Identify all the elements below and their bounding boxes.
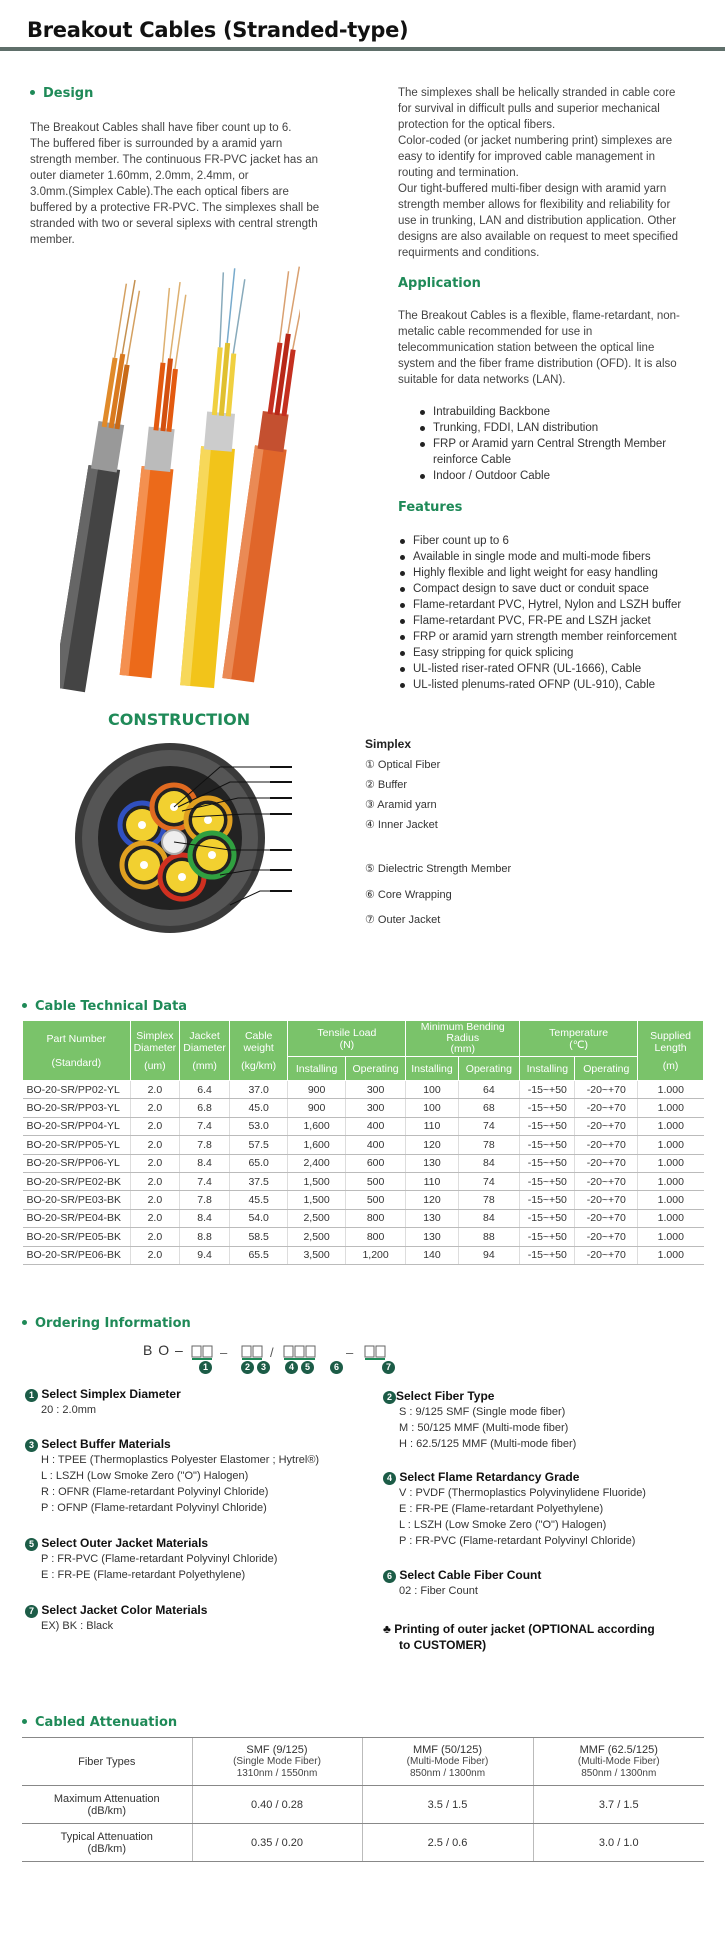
intro-line: easy to identify for improved cable management in	[398, 151, 655, 163]
table-row	[23, 1209, 704, 1227]
table-cell: 120	[406, 1136, 458, 1154]
table-row	[23, 1172, 704, 1190]
table-cell: -15~+50	[520, 1172, 575, 1190]
select-group-4	[383, 1470, 713, 1549]
table-cell: 1.000	[638, 1136, 704, 1154]
page-title: Breakout Cables (Stranded-type)	[27, 18, 409, 42]
ordering-heading-text: Ordering Information	[35, 1316, 191, 1331]
attn-row-label: Typical Attenuation (dB/km)	[22, 1824, 192, 1862]
table-cell: -15~+50	[520, 1117, 575, 1135]
table-cell: 120	[406, 1191, 458, 1209]
table-cell: 1.000	[638, 1209, 704, 1227]
table-cell: 1,500	[288, 1191, 345, 1209]
col-header-part: Part Number (Standard)	[23, 1021, 131, 1081]
table-cell: 1.000	[638, 1099, 704, 1117]
design-line: outer diameter 1.60mm, 2.0mm, 2.4mm, or	[30, 170, 249, 182]
list-item: Flame-retardant PVC, Hytrel, Nylon and LSZH buffer	[398, 597, 703, 613]
table-cell: 88	[458, 1228, 520, 1246]
select-title: Select Flame Retardancy Grade	[399, 1470, 580, 1484]
list-item: Flame-retardant PVC, FR-PE and LSZH jacket	[398, 613, 703, 629]
table-cell: -15~+50	[520, 1228, 575, 1246]
table-cell: 58.5	[229, 1228, 287, 1246]
subheader-operating: Operating	[575, 1057, 638, 1081]
number-icon: 6	[383, 1570, 396, 1583]
number-icon: 2	[383, 1391, 396, 1404]
table-row	[23, 1081, 704, 1099]
table-cell: 7.4	[180, 1172, 230, 1190]
table-cell: 3,500	[288, 1246, 345, 1264]
list-item: Highly flexible and light weight for easy handling	[398, 565, 703, 581]
table-cell: BO-20-SR/PP06-YL	[23, 1154, 131, 1172]
select-option: 20 : 2.0mm	[41, 1404, 97, 1416]
table-cell: 2.0	[130, 1081, 180, 1099]
title-rule	[0, 47, 725, 51]
table-cell: BO-20-SR/PE05-BK	[23, 1228, 131, 1246]
code-num-4	[285, 1361, 298, 1374]
select-group-7	[25, 1603, 365, 1634]
list-item: FRP or aramid yarn strength member reinforcement	[398, 629, 703, 645]
tech-table-body	[23, 1081, 704, 1265]
table-cell: 78	[458, 1191, 520, 1209]
table-cell: 2,500	[288, 1228, 345, 1246]
table-cell: 1,600	[288, 1136, 345, 1154]
attenuation-table	[22, 1737, 704, 1862]
number-7-icon: 7	[382, 1361, 395, 1374]
table-cell: BO-20-SR/PE02-BK	[23, 1172, 131, 1190]
table-cell: -20~+70	[575, 1246, 638, 1264]
select-option: P : FR-PVC (Flame-retardant Polyvinyl Chloride)	[399, 1535, 636, 1547]
design-line: member.	[30, 234, 75, 246]
table-cell: -15~+50	[520, 1154, 575, 1172]
label-outer-jacket: ⑦ Outer Jacket	[365, 914, 441, 926]
application-heading: Application	[398, 276, 481, 291]
table-cell: -20~+70	[575, 1099, 638, 1117]
application-line: telecommunication station between the optical line	[398, 342, 655, 354]
table-cell: 37.0	[229, 1081, 287, 1099]
table-cell: 7.8	[180, 1136, 230, 1154]
bullet-icon	[22, 1719, 27, 1724]
table-cell: 74	[458, 1172, 520, 1190]
club-icon: ♣	[383, 1622, 391, 1636]
number-2-icon: 2	[241, 1361, 254, 1374]
code-num-2	[241, 1361, 254, 1374]
table-cell: -20~+70	[575, 1209, 638, 1227]
list-item: Indoor / Outdoor Cable	[418, 468, 708, 484]
label-core-wrapping: ⑥ Core Wrapping	[365, 889, 452, 901]
subheader-installing: Installing	[288, 1057, 345, 1081]
design-line: The buffered fiber is surrounded by a aramid yarn	[30, 138, 283, 150]
intro-line: Color-coded (or jacket numbering print) simplexes are	[398, 135, 673, 147]
table-cell: 8.8	[180, 1228, 230, 1246]
table-cell: BO-20-SR/PP02-YL	[23, 1081, 131, 1099]
table-cell: BO-20-SR/PP04-YL	[23, 1117, 131, 1135]
attn-col-mmf625	[533, 1738, 704, 1786]
intro-line: routing and termination.	[398, 167, 519, 179]
table-cell: 53.0	[229, 1117, 287, 1135]
select-option: H : 62.5/125 MMF (Multi-mode fiber)	[399, 1438, 577, 1450]
intro-line: for survival in difficult pulls and superior mechanical	[398, 103, 660, 115]
table-cell: 300	[345, 1081, 406, 1099]
table-cell: 110	[406, 1117, 458, 1135]
table-cell: 45.5	[229, 1191, 287, 1209]
attn-value: 0.35 / 0.20	[192, 1824, 362, 1862]
table-cell: 140	[406, 1246, 458, 1264]
table-cell: 65.0	[229, 1154, 287, 1172]
table-cell: 1.000	[638, 1228, 704, 1246]
table-cell: 1.000	[638, 1172, 704, 1190]
application-line: system and the fiber frame distribution (OFD). It is also	[398, 358, 677, 370]
table-row	[22, 1786, 704, 1824]
number-1-icon: 1	[199, 1361, 212, 1374]
intro-line: The simplexes shall be helically stranded in cable core	[398, 87, 676, 99]
table-cell: -20~+70	[575, 1154, 638, 1172]
design-heading	[30, 86, 93, 101]
fiber-types-header: Fiber Types	[22, 1738, 192, 1786]
select-option: S : 9/125 SMF (Single mode fiber)	[399, 1406, 566, 1418]
table-cell: 1,600	[288, 1117, 345, 1135]
table-cell: 2.0	[130, 1099, 180, 1117]
attn-col-title: MMF (50/125)	[412, 1743, 483, 1756]
table-cell: 400	[345, 1136, 406, 1154]
list-item: Intrabuilding Backbone	[418, 404, 708, 420]
table-cell: 64	[458, 1081, 520, 1099]
table-row	[23, 1136, 704, 1154]
table-cell: 100	[406, 1081, 458, 1099]
table-cell: 2,400	[288, 1154, 345, 1172]
attn-row-label: Maximum Attenuation (dB/km)	[22, 1786, 192, 1824]
table-cell: 2.0	[130, 1191, 180, 1209]
table-cell: -20~+70	[575, 1172, 638, 1190]
table-cell: 1,200	[345, 1246, 406, 1264]
code-num-5	[301, 1361, 314, 1374]
table-cell: 110	[406, 1172, 458, 1190]
attn-col-sub: (Single Mode Fiber)	[233, 1755, 321, 1767]
printing-note	[383, 1621, 713, 1653]
features-heading: Features	[398, 500, 463, 515]
select-group-3	[25, 1437, 365, 1516]
table-cell: 1.000	[638, 1117, 704, 1135]
table-cell: 1.000	[638, 1081, 704, 1099]
bullet-icon	[30, 90, 35, 95]
table-cell: 65.5	[229, 1246, 287, 1264]
select-option: EX) BK : Black	[41, 1620, 114, 1632]
col-header-weight: Cable weight (kg/km)	[229, 1021, 287, 1081]
design-line: stranded with two or several siplexs with central strength	[30, 218, 318, 230]
table-cell: 500	[345, 1172, 406, 1190]
application-text	[398, 308, 708, 388]
select-group-1	[25, 1387, 365, 1418]
table-cell: 2.0	[130, 1172, 180, 1190]
select-option: L : LSZH (Low Smoke Zero ("O") Halogen)	[41, 1470, 249, 1482]
table-row	[22, 1824, 704, 1862]
table-cell: 1.000	[638, 1191, 704, 1209]
cables-illustration	[60, 262, 300, 702]
number-icon: 3	[25, 1439, 38, 1452]
select-group-2	[383, 1389, 713, 1452]
table-row	[23, 1228, 704, 1246]
list-item: UL-listed plenums-rated OFNP (UL-910), Cable	[398, 677, 703, 693]
design-text	[30, 120, 340, 248]
attn-value: 3.0 / 1.0	[533, 1824, 704, 1862]
table-cell: BO-20-SR/PE03-BK	[23, 1191, 131, 1209]
table-cell: BO-20-SR/PP05-YL	[23, 1136, 131, 1154]
table-cell: 7.8	[180, 1191, 230, 1209]
attn-value: 3.7 / 1.5	[533, 1786, 704, 1824]
table-cell: 2.0	[130, 1136, 180, 1154]
bullet-icon	[22, 1320, 27, 1325]
select-group-5	[25, 1536, 365, 1583]
table-cell: BO-20-SR/PE04-BK	[23, 1209, 131, 1227]
tech-heading	[22, 999, 187, 1014]
table-cell: 600	[345, 1154, 406, 1172]
table-cell: 9.4	[180, 1246, 230, 1264]
table-cell: 100	[406, 1099, 458, 1117]
table-row	[23, 1099, 704, 1117]
list-item: FRP or Aramid yarn Central Strength Member reinforce Cable	[418, 436, 708, 468]
attn-value: 0.40 / 0.28	[192, 1786, 362, 1824]
table-cell: -15~+50	[520, 1136, 575, 1154]
number-icon: 1	[25, 1389, 38, 1402]
attenuation-heading	[22, 1715, 177, 1730]
col-header-jacket: Jacket Diameter (mm)	[180, 1021, 230, 1081]
label-buffer: ② Buffer	[365, 779, 408, 791]
label-dielectric-strength-member: ⑤ Dielectric Strength Member	[365, 863, 512, 875]
table-cell: -20~+70	[575, 1191, 638, 1209]
number-icon: 5	[25, 1538, 38, 1551]
printing-note-line1: Printing of outer jacket (OPTIONAL according	[394, 1622, 655, 1636]
table-cell: 94	[458, 1246, 520, 1264]
number-4-icon: 4	[285, 1361, 298, 1374]
label-inner-jacket: ④ Inner Jacket	[365, 819, 438, 831]
table-cell: 37.5	[229, 1172, 287, 1190]
select-title: Select Jacket Color Materials	[41, 1603, 208, 1617]
table-row	[23, 1154, 704, 1172]
col-header-tensile: Tensile Load (N)	[288, 1021, 406, 1057]
design-line: strength member. The continuous FR-PVC jacket has an	[30, 154, 319, 166]
design-line: buffered by a protective FR-PVC. The simplexes shall be	[30, 202, 320, 214]
design-heading-text: Design	[43, 86, 94, 101]
table-cell: 2.0	[130, 1209, 180, 1227]
application-line: suitable for data networks (LAN).	[398, 374, 566, 386]
table-cell: 1.000	[638, 1154, 704, 1172]
table-cell: 1.000	[638, 1246, 704, 1264]
intro-line: designs are also available on request to meet specified	[398, 231, 679, 243]
table-cell: -15~+50	[520, 1246, 575, 1264]
select-title: Select Cable Fiber Count	[399, 1568, 542, 1582]
list-item: Compact design to save duct or conduit space	[398, 581, 703, 597]
table-cell: 800	[345, 1228, 406, 1246]
cable-red	[222, 264, 300, 682]
number-5-icon: 5	[301, 1361, 314, 1374]
select-option: E : FR-PE (Flame-retardant Polyethylene)	[41, 1569, 246, 1581]
attn-col-sub: (Multi-Mode Fiber)	[577, 1755, 660, 1767]
attn-col-mmf50	[362, 1738, 533, 1786]
table-cell: -20~+70	[575, 1081, 638, 1099]
ordering-heading	[22, 1316, 191, 1331]
intro-line: protection for the optical fibers.	[398, 119, 556, 131]
table-cell: -15~+50	[520, 1209, 575, 1227]
table-cell: 130	[406, 1154, 458, 1172]
list-item: UL-listed riser-rated OFNR (UL-1666), Cable	[398, 661, 703, 677]
features-list	[398, 533, 703, 693]
table-cell: 130	[406, 1228, 458, 1246]
table-cell: 900	[288, 1099, 345, 1117]
tech-data-table	[22, 1020, 704, 1265]
attn-col-sub: (Multi-Mode Fiber)	[406, 1755, 489, 1767]
select-option: L : LSZH (Low Smoke Zero ("O") Halogen)	[399, 1519, 607, 1531]
application-list	[418, 404, 708, 484]
list-item: Fiber count up to 6	[398, 533, 703, 549]
construction-heading: CONSTRUCTION	[108, 710, 251, 729]
printing-note-line2: to CUSTOMER)	[399, 1638, 487, 1652]
table-cell: 68	[458, 1099, 520, 1117]
table-cell: 2.0	[130, 1117, 180, 1135]
table-cell: 6.8	[180, 1099, 230, 1117]
select-option: V : PVDF (Thermoplastics Polyvinylidene Fluoride)	[399, 1487, 646, 1499]
list-item: Easy stripping for quick splicing	[398, 645, 703, 661]
number-icon: 7	[25, 1605, 38, 1618]
table-row	[23, 1117, 704, 1135]
intro-line: Our tight-buffered multi-fiber design with aramid yarn	[398, 183, 667, 195]
table-cell: 2.0	[130, 1246, 180, 1264]
table-cell: 800	[345, 1209, 406, 1227]
attn-col-title: SMF (9/125)	[246, 1743, 308, 1756]
cross-section-diagram	[70, 735, 370, 955]
application-line: The Breakout Cables is a flexible, flame-retardant, non-	[398, 310, 680, 322]
table-cell: 2,500	[288, 1209, 345, 1227]
subheader-operating: Operating	[458, 1057, 520, 1081]
tech-heading-text: Cable Technical Data	[35, 999, 188, 1014]
select-option: M : 50/125 MMF (Multi-mode fiber)	[399, 1422, 569, 1434]
select-title: Select Fiber Type	[396, 1389, 495, 1403]
select-title: Select Outer Jacket Materials	[41, 1536, 209, 1550]
table-cell: -20~+70	[575, 1136, 638, 1154]
select-option: P : FR-PVC (Flame-retardant Polyvinyl Chloride)	[41, 1553, 278, 1565]
subheader-installing: Installing	[520, 1057, 575, 1081]
subheader-operating: Operating	[345, 1057, 406, 1081]
table-cell: -20~+70	[575, 1117, 638, 1135]
select-option: P : OFNP (Flame-retardant Polyvinyl Chloride)	[41, 1502, 267, 1514]
attn-col-title: MMF (62.5/125)	[579, 1743, 658, 1756]
table-cell: 2.0	[130, 1228, 180, 1246]
design-line: The Breakout Cables shall have fiber count up to 6.	[30, 122, 292, 134]
table-cell: 500	[345, 1191, 406, 1209]
col-header-bend: Minimum Bending Radius (mm)	[406, 1021, 520, 1057]
table-cell: 84	[458, 1154, 520, 1172]
attn-value: 2.5 / 0.6	[362, 1824, 533, 1862]
attn-col-wavelength: 1310nm / 1550nm	[236, 1767, 318, 1779]
code-num-1	[199, 1361, 212, 1374]
order-code-prefix: B O –	[143, 1342, 184, 1358]
table-cell: -15~+50	[520, 1081, 575, 1099]
table-cell: -15~+50	[520, 1191, 575, 1209]
table-cell: -20~+70	[575, 1228, 638, 1246]
label-optical-fiber: ① Optical Fiber	[365, 759, 441, 771]
table-cell: -15~+50	[520, 1099, 575, 1117]
table-cell: 57.5	[229, 1136, 287, 1154]
attenuation-heading-text: Cabled Attenuation	[35, 1715, 178, 1730]
table-cell: 78	[458, 1136, 520, 1154]
table-cell: 8.4	[180, 1209, 230, 1227]
table-cell: 900	[288, 1081, 345, 1099]
table-cell: BO-20-SR/PP03-YL	[23, 1099, 131, 1117]
right-intro-text	[398, 85, 708, 261]
list-item: Trunking, FDDI, LAN distribution	[418, 420, 708, 436]
intro-line: use in trunking, LAN and distribution application. Other	[398, 215, 677, 227]
number-icon: 4	[383, 1472, 396, 1485]
number-3-icon: 3	[257, 1361, 270, 1374]
attn-col-wavelength: 850nm / 1300nm	[409, 1767, 486, 1779]
code-num-7	[382, 1361, 395, 1374]
svg-text:–: –	[346, 1345, 354, 1360]
select-group-6	[383, 1568, 713, 1599]
bullet-icon	[22, 1003, 27, 1008]
application-line: metalic cable recommended for use in	[398, 326, 593, 338]
table-row	[23, 1246, 704, 1264]
select-option: H : TPEE (Thermoplastics Polyester Elastomer ; Hytrel®)	[41, 1454, 320, 1466]
select-option: E : FR-PE (Flame-retardant Polyethylene)	[399, 1503, 604, 1515]
table-cell: 8.4	[180, 1154, 230, 1172]
simplex-heading: Simplex	[365, 737, 412, 751]
col-header-supplied: Supplied Length (m)	[638, 1021, 704, 1081]
table-cell: 45.0	[229, 1099, 287, 1117]
table-cell: 84	[458, 1209, 520, 1227]
table-cell: 6.4	[180, 1081, 230, 1099]
attn-col-wavelength: 850nm / 1300nm	[581, 1767, 657, 1779]
select-option: 02 : Fiber Count	[399, 1585, 478, 1597]
label-aramid-yarn: ③ Aramid yarn	[365, 799, 437, 811]
table-cell: 7.4	[180, 1117, 230, 1135]
intro-line: requirments and conditions.	[398, 247, 540, 259]
table-cell: 300	[345, 1099, 406, 1117]
attn-col-smf	[192, 1738, 362, 1786]
attn-value: 3.5 / 1.5	[362, 1786, 533, 1824]
table-cell: 1,500	[288, 1172, 345, 1190]
table-cell: 74	[458, 1117, 520, 1135]
intro-line: strength member allows for flexibility and reliability for	[398, 199, 671, 211]
svg-text:–: –	[220, 1345, 228, 1360]
svg-text:/: /	[270, 1345, 274, 1360]
table-cell: 2.0	[130, 1154, 180, 1172]
select-option: R : OFNR (Flame-retardant Polyvinyl Chloride)	[41, 1486, 269, 1498]
table-cell: 130	[406, 1209, 458, 1227]
list-item: Available in single mode and multi-mode fibers	[398, 549, 703, 565]
select-title: Select Simplex Diameter	[41, 1387, 181, 1401]
table-row	[23, 1191, 704, 1209]
code-num-6	[330, 1361, 343, 1374]
table-cell: 400	[345, 1117, 406, 1135]
design-line: 3.0mm.(Simplex Cable).The each optical fibers are	[30, 186, 289, 198]
code-num-3	[257, 1361, 270, 1374]
number-6-icon: 6	[330, 1361, 343, 1374]
table-cell: BO-20-SR/PE06-BK	[23, 1246, 131, 1264]
select-title: Select Buffer Materials	[41, 1437, 171, 1451]
col-header-simplex: Simplex Diameter (um)	[130, 1021, 180, 1081]
table-cell: 54.0	[229, 1209, 287, 1227]
col-header-temp: Temperature (℃)	[520, 1021, 638, 1057]
subheader-installing: Installing	[406, 1057, 458, 1081]
